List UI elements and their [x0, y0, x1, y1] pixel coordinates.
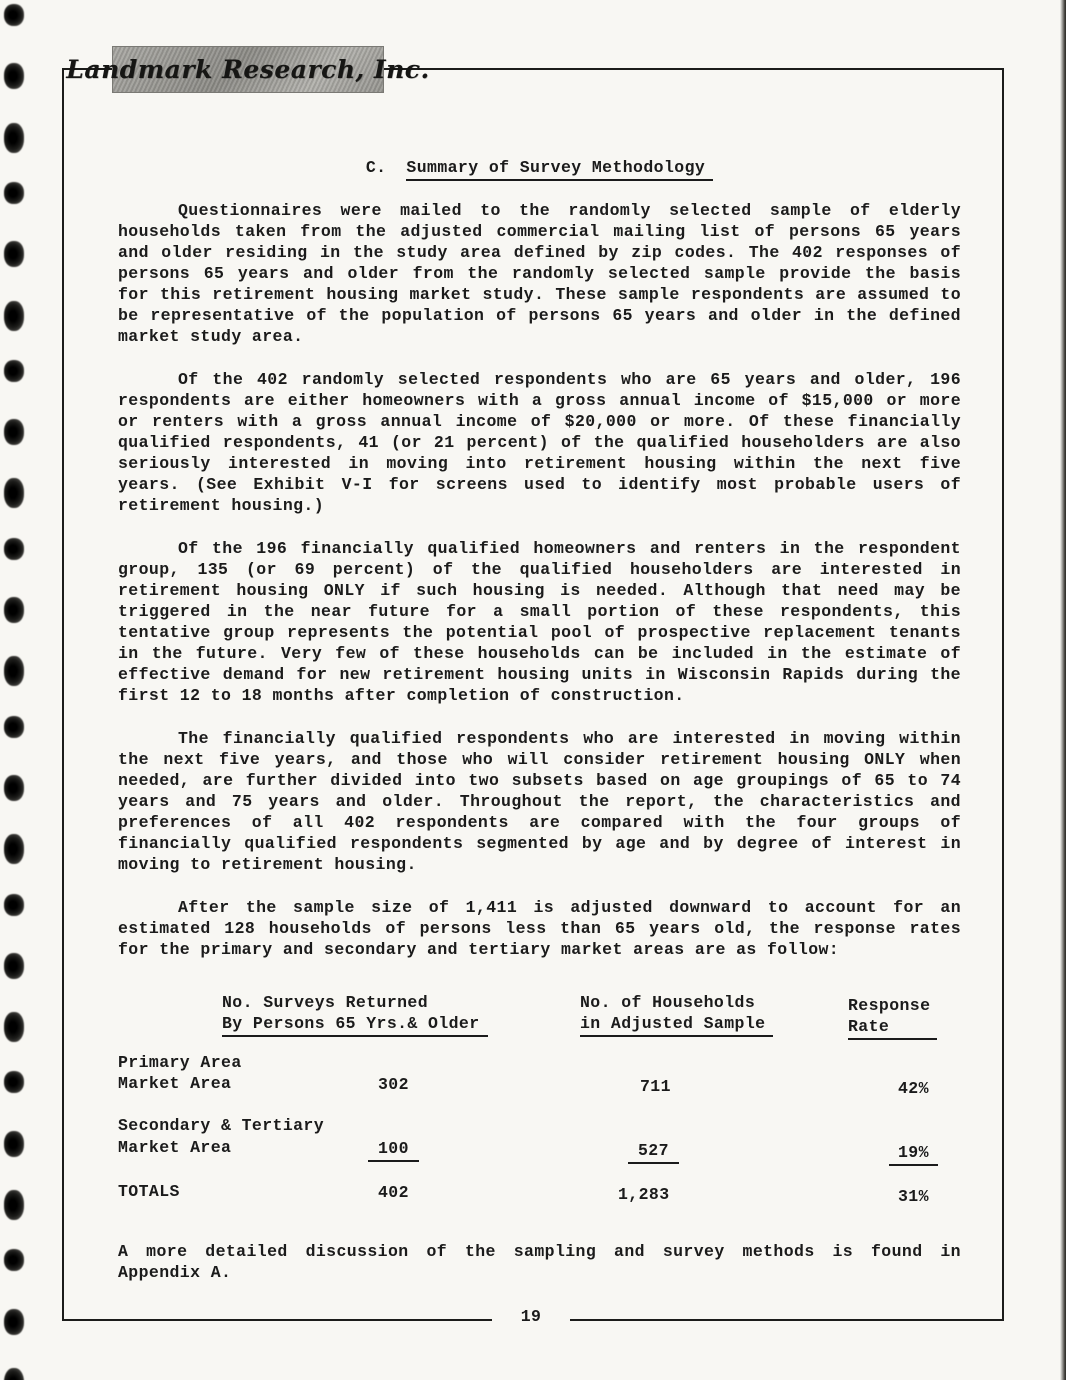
table-header-households-line1: No. of Households	[580, 993, 756, 1012]
binding-hole	[4, 478, 24, 508]
binding-hole	[4, 894, 24, 916]
binding-hole	[4, 775, 24, 801]
paragraph: Of the 402 randomly selected respondents who are 65 years and older, 196 respondents are either homeowners with a gross annual income of $15,000 or more or renters with a gross annual income of $20,000 or more. Of these financially qualified respondents, 41 (or 21 percent) of the qualified householders are also seriously interested in moving into retirement housing within the next five years. (See Exhibit V-I for screens used to identify most probable users of retirement housing.)	[118, 370, 961, 515]
section-heading-title: Summary of Survey Methodology	[406, 158, 713, 181]
paragraph: After the sample size of 1,411 is adjusted downward to account for an estimated 128 households of persons less than 65 years old, the response rates for the primary and secondary and tertiary market areas are as follow:	[118, 898, 961, 959]
table-cell-surveys: 100	[368, 1138, 419, 1162]
table-header-surveys-line1: No. Surveys Returned	[222, 993, 429, 1012]
table-cell-households: 527	[628, 1140, 679, 1164]
table-cell-rate: 42%	[898, 1079, 929, 1098]
binding-hole	[4, 1249, 24, 1271]
scan-edge-shadow	[1060, 0, 1066, 1380]
paragraph: Questionnaires were mailed to the randomly selected sample of elderly households taken from the adjusted commercial mailing list of persons 65 years and older residing in the study area defined by zip codes. The 402 responses of persons 65 years and older from the randomly selected sample provide the basis for this retirement housing market study. These sample respondents are assumed to be representative of the population of persons 65 years and older in the defined market study area.	[118, 201, 961, 346]
binding-hole	[4, 301, 24, 331]
table-cell-surveys: 302	[378, 1075, 409, 1094]
company-logo-text: Landmark Research, Inc.	[66, 55, 430, 84]
binding-hole	[4, 63, 24, 89]
binding-hole	[4, 419, 24, 445]
table-row-label: Market Area	[118, 1138, 232, 1157]
binding-hole	[4, 360, 24, 382]
company-logo	[66, 46, 430, 93]
table-cell-households: 1,283	[618, 1185, 670, 1204]
binding-hole	[4, 1190, 24, 1220]
table-row-label: Secondary & Tertiary	[118, 1116, 325, 1135]
table-header-rate-line2: Rate	[848, 1016, 937, 1040]
binding-hole	[4, 123, 24, 153]
document-body	[118, 157, 961, 982]
binding-hole	[4, 953, 24, 979]
binding-hole	[4, 1309, 24, 1335]
table-row-label: Market Area	[118, 1074, 232, 1093]
table-cell-rate: 19%	[889, 1142, 938, 1166]
table-row-label: Primary Area	[118, 1053, 242, 1072]
table-row-label: TOTALS	[118, 1182, 180, 1201]
table-cell-surveys: 402	[378, 1183, 409, 1202]
binding-hole	[4, 1131, 24, 1157]
closing-paragraph: A more detailed discussion of the sampling and survey methods is found in Appendix A.	[118, 1242, 961, 1282]
binding-hole	[4, 656, 24, 686]
page-number: 19	[492, 1304, 570, 1330]
table-cell-rate: 31%	[898, 1187, 929, 1206]
binding-hole	[4, 241, 24, 267]
binding-hole	[4, 1071, 24, 1093]
binding-hole	[4, 716, 24, 738]
section-heading	[118, 157, 961, 178]
binding-hole	[4, 538, 24, 560]
binding-hole	[4, 182, 24, 204]
binding-hole	[4, 4, 24, 26]
binding-hole	[4, 597, 24, 623]
section-heading-prefix: C.	[365, 158, 387, 177]
paragraph: Of the 196 financially qualified homeowners and renters in the respondent group, 135 (or 69 percent) of the qualified householders are interested in retirement housing ONLY if such housing is needed. Although that need may be triggered in the near future for a small portion of these respondents, this tentative group represents the potential pool of prospective replacement tenants in the future. Very few of these households can be included in the estimate of effective demand for new retirement housing units in Wisconsin Rapids during the first 12 to 18 months after completion of construction.	[118, 539, 961, 705]
binding-hole	[4, 1012, 24, 1042]
paragraph: The financially qualified respondents who are interested in moving within the next five years, and those who will consider retirement housing ONLY when needed, are further divided into two subsets based on age groupings of 65 to 74 years and 75 years and older. Throughout the report, the characteristics and preferences of all 402 respondents are compared with the four groups of financially qualified respondents segmented by age and by degree of interest in moving to retirement housing.	[118, 729, 961, 874]
table-cell-households: 711	[640, 1077, 671, 1096]
binding-hole	[4, 834, 24, 864]
table-header-rate-line1: Response	[848, 996, 931, 1015]
table-header-households-line2: in Adjusted Sample	[580, 1013, 773, 1037]
binding-hole	[4, 1368, 24, 1380]
table-header-surveys-line2: By Persons 65 Yrs.& Older	[222, 1013, 488, 1037]
